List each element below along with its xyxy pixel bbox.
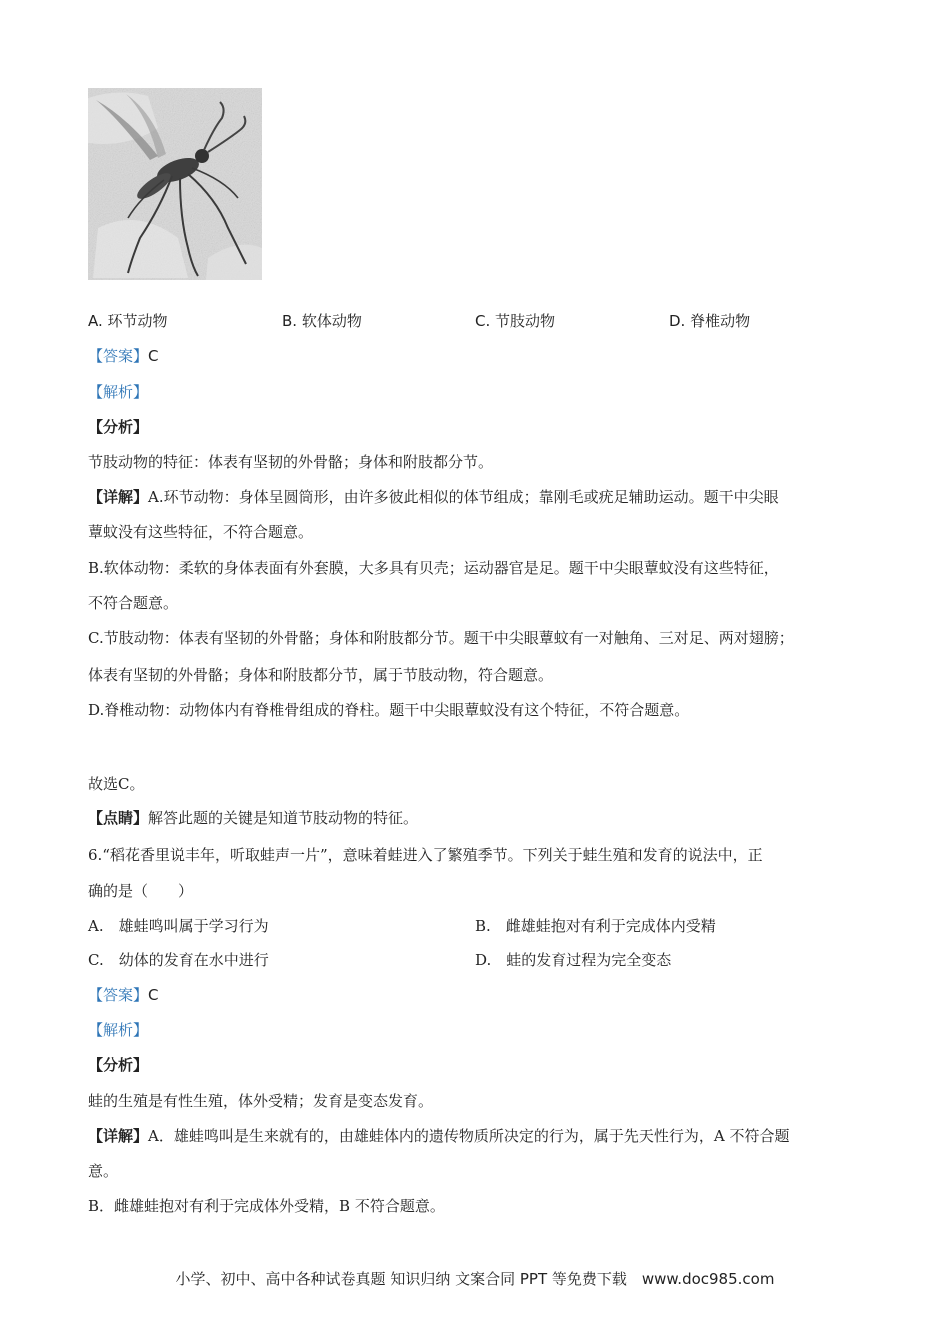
- q5-option-a: A. 环节动物: [88, 312, 168, 330]
- q6-analysis-tag: 【解析】: [88, 1021, 149, 1039]
- q6-option-c: C. 幼体的发育在水中进行: [88, 951, 269, 969]
- q5-point: [88, 808, 418, 828]
- q5-option-b: B. 软体动物: [282, 312, 362, 330]
- detail-text: A.环节动物：身体呈圆筒形，由许多彼此相似的体节组成；靠刚毛或疣足辅助运动。题干中尖眼: [148, 488, 779, 506]
- point-text: 解答此题的关键是知道节肢动物的特征。: [148, 809, 419, 827]
- point-tag: 【点睛】: [88, 809, 149, 827]
- q6-detail-line: [88, 1126, 789, 1146]
- answer-value: C: [148, 986, 159, 1004]
- answer-tag: 【答案】: [88, 347, 149, 365]
- q5-conclusion: 故选C。: [88, 775, 145, 793]
- detail-tag: 【详解】: [88, 1127, 149, 1145]
- insect-photo: [88, 88, 262, 280]
- q6-option-d: D. 蛙的发育过程为完全变态: [475, 951, 672, 969]
- answer-tag: 【答案】: [88, 986, 149, 1004]
- q5-option-c: C. 节肢动物: [475, 312, 556, 330]
- q5-detail-line: B.软体动物：柔软的身体表面有外套膜，大多具有贝壳；运动器官是足。题干中尖眼蕈蚊没有这些特征，: [88, 559, 779, 577]
- q5-option-d: D. 脊椎动物: [669, 312, 751, 330]
- q6-option-a: A. 雄蛙鸣叫属于学习行为: [88, 917, 269, 935]
- q5-detail-line: 不符合题意。: [88, 594, 179, 612]
- q5-answer: [88, 346, 159, 366]
- q6-detail-line: B．雌雄蛙抱对有利于完成体外受精，B 不符合题意。: [88, 1197, 445, 1215]
- q5-fenxi-tag: 【分析】: [88, 418, 149, 436]
- q5-detail-line: 蕈蚊没有这些特征，不符合题意。: [88, 523, 314, 541]
- q5-analysis-tag: 【解析】: [88, 383, 149, 401]
- q6-fenxi-text: 蛙的生殖是有性生殖，体外受精；发育是变态发育。: [88, 1092, 434, 1110]
- q6-fenxi-tag: 【分析】: [88, 1056, 149, 1074]
- q5-fenxi-text: 节肢动物的特征：体表有坚韧的外骨骼；身体和附肢都分节。: [88, 453, 494, 471]
- q6-stem-line: 6.“稻花香里说丰年，听取蛙声一片”，意味着蛙进入了繁殖季节。下列关于蛙生殖和发育的说法中，正: [88, 846, 763, 864]
- q5-detail-line: [88, 487, 779, 507]
- q6-stem-line: 确的是（ ）: [88, 882, 194, 900]
- q6-option-b: B. 雌雄蛙抱对有利于完成体内受精: [475, 917, 716, 935]
- page-footer: 小学、初中、高中各种试卷真题 知识归纳 文案合同 PPT 等免费下载 www.doc985.com: [175, 1270, 775, 1288]
- detail-text: A．雄蛙鸣叫是生来就有的，由雄蛙体内的遗传物质所决定的行为，属于先天性行为，A 不符合题: [148, 1127, 790, 1145]
- detail-tag: 【详解】: [88, 488, 149, 506]
- q5-detail-line: 体表有坚韧的外骨骼；身体和附肢都分节，属于节肢动物，符合题意。: [88, 666, 554, 684]
- q5-detail-line: C.节肢动物：体表有坚韧的外骨骼；身体和附肢都分节。题干中尖眼蕈蚊有一对触角、三对足、两对翅膀；: [88, 629, 794, 647]
- answer-value: C: [148, 347, 159, 365]
- q5-detail-line: D.脊椎动物：动物体内有脊椎骨组成的脊柱。题干中尖眼蕈蚊没有这个特征，不符合题意。: [88, 701, 690, 719]
- q6-detail-line: 意。: [88, 1162, 119, 1180]
- q6-answer: [88, 985, 159, 1005]
